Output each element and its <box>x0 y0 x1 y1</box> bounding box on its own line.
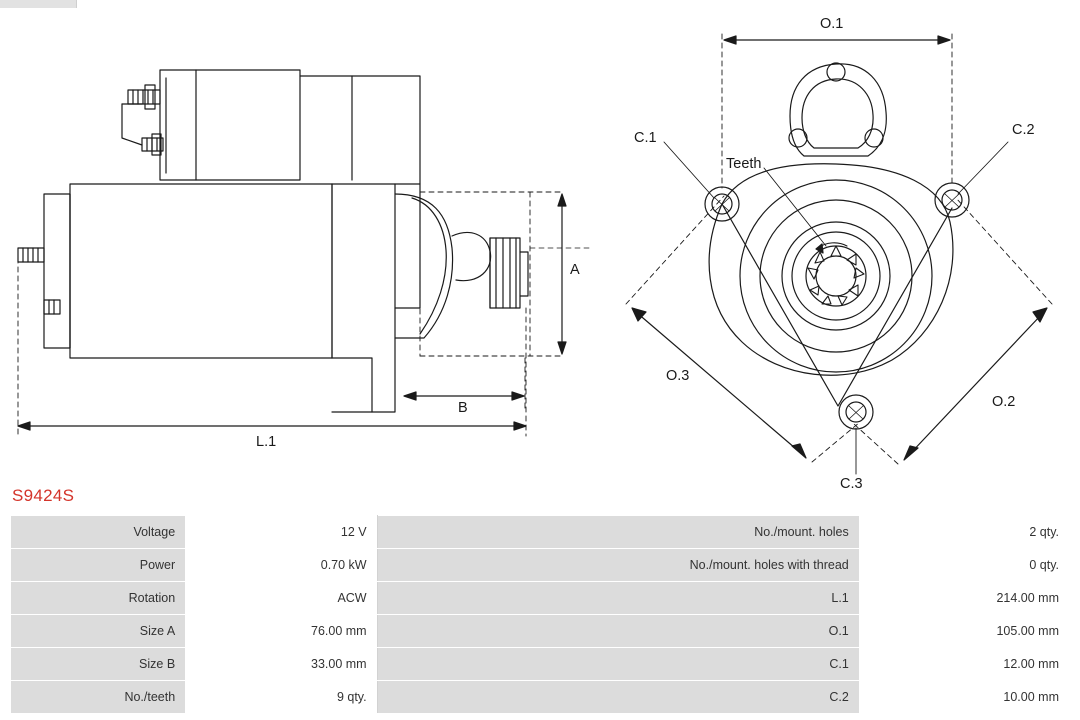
table-row <box>11 615 1070 648</box>
spec-value-rotation: ACW <box>186 582 377 615</box>
specifications-table <box>10 515 1070 714</box>
spec-label-mount-holes: No./mount. holes <box>377 516 859 549</box>
label-dim-a: A <box>570 262 580 278</box>
spec-value-mount-holes: 2 qty. <box>859 516 1069 549</box>
spec-label-o1: O.1 <box>377 615 859 648</box>
spec-label-size-b: Size B <box>11 648 186 681</box>
label-c2: C.2 <box>1012 122 1035 138</box>
label-dim-l1: L.1 <box>256 434 277 450</box>
table-row <box>11 549 1070 582</box>
starter-side-view <box>18 70 590 436</box>
spec-value-size-b: 33.00 mm <box>186 648 377 681</box>
label-dim-o3: O.3 <box>666 368 690 384</box>
spec-label-voltage: Voltage <box>11 516 186 549</box>
spec-label-l1: L.1 <box>377 582 859 615</box>
table-row <box>11 582 1070 615</box>
table-row <box>11 681 1070 714</box>
spec-label-size-a: Size A <box>11 615 186 648</box>
spec-value-no-teeth: 9 qty. <box>186 681 377 714</box>
spec-label-c2: C.2 <box>377 681 859 714</box>
table-row <box>11 648 1070 681</box>
spec-value-mount-holes-thread: 0 qty. <box>859 549 1069 582</box>
label-dim-b: B <box>458 400 468 416</box>
spec-value-l1: 214.00 mm <box>859 582 1069 615</box>
spec-value-voltage: 12 V <box>186 516 377 549</box>
top-left-bar <box>0 0 77 8</box>
label-c1: C.1 <box>634 130 657 146</box>
spec-value-c2: 10.00 mm <box>859 681 1069 714</box>
label-dim-o2: O.2 <box>992 394 1016 410</box>
label-c3: C.3 <box>840 476 863 492</box>
spec-label-rotation: Rotation <box>11 582 186 615</box>
spec-label-c1: C.1 <box>377 648 859 681</box>
table-row <box>11 516 1070 549</box>
spec-label-mount-holes-thread: No./mount. holes with thread <box>377 549 859 582</box>
spec-label-no-teeth: No./teeth <box>11 681 186 714</box>
spec-value-c1: 12.00 mm <box>859 648 1069 681</box>
label-dim-o1: O.1 <box>820 16 844 32</box>
label-teeth: Teeth <box>726 156 762 172</box>
spec-value-size-a: 76.00 mm <box>186 615 377 648</box>
spec-value-power: 0.70 kW <box>186 549 377 582</box>
spec-value-o1: 105.00 mm <box>859 615 1069 648</box>
spec-label-power: Power <box>11 549 186 582</box>
starter-front-view <box>626 34 1052 474</box>
technical-drawing-area <box>0 8 1080 492</box>
part-code-title: S9424S <box>12 486 75 505</box>
